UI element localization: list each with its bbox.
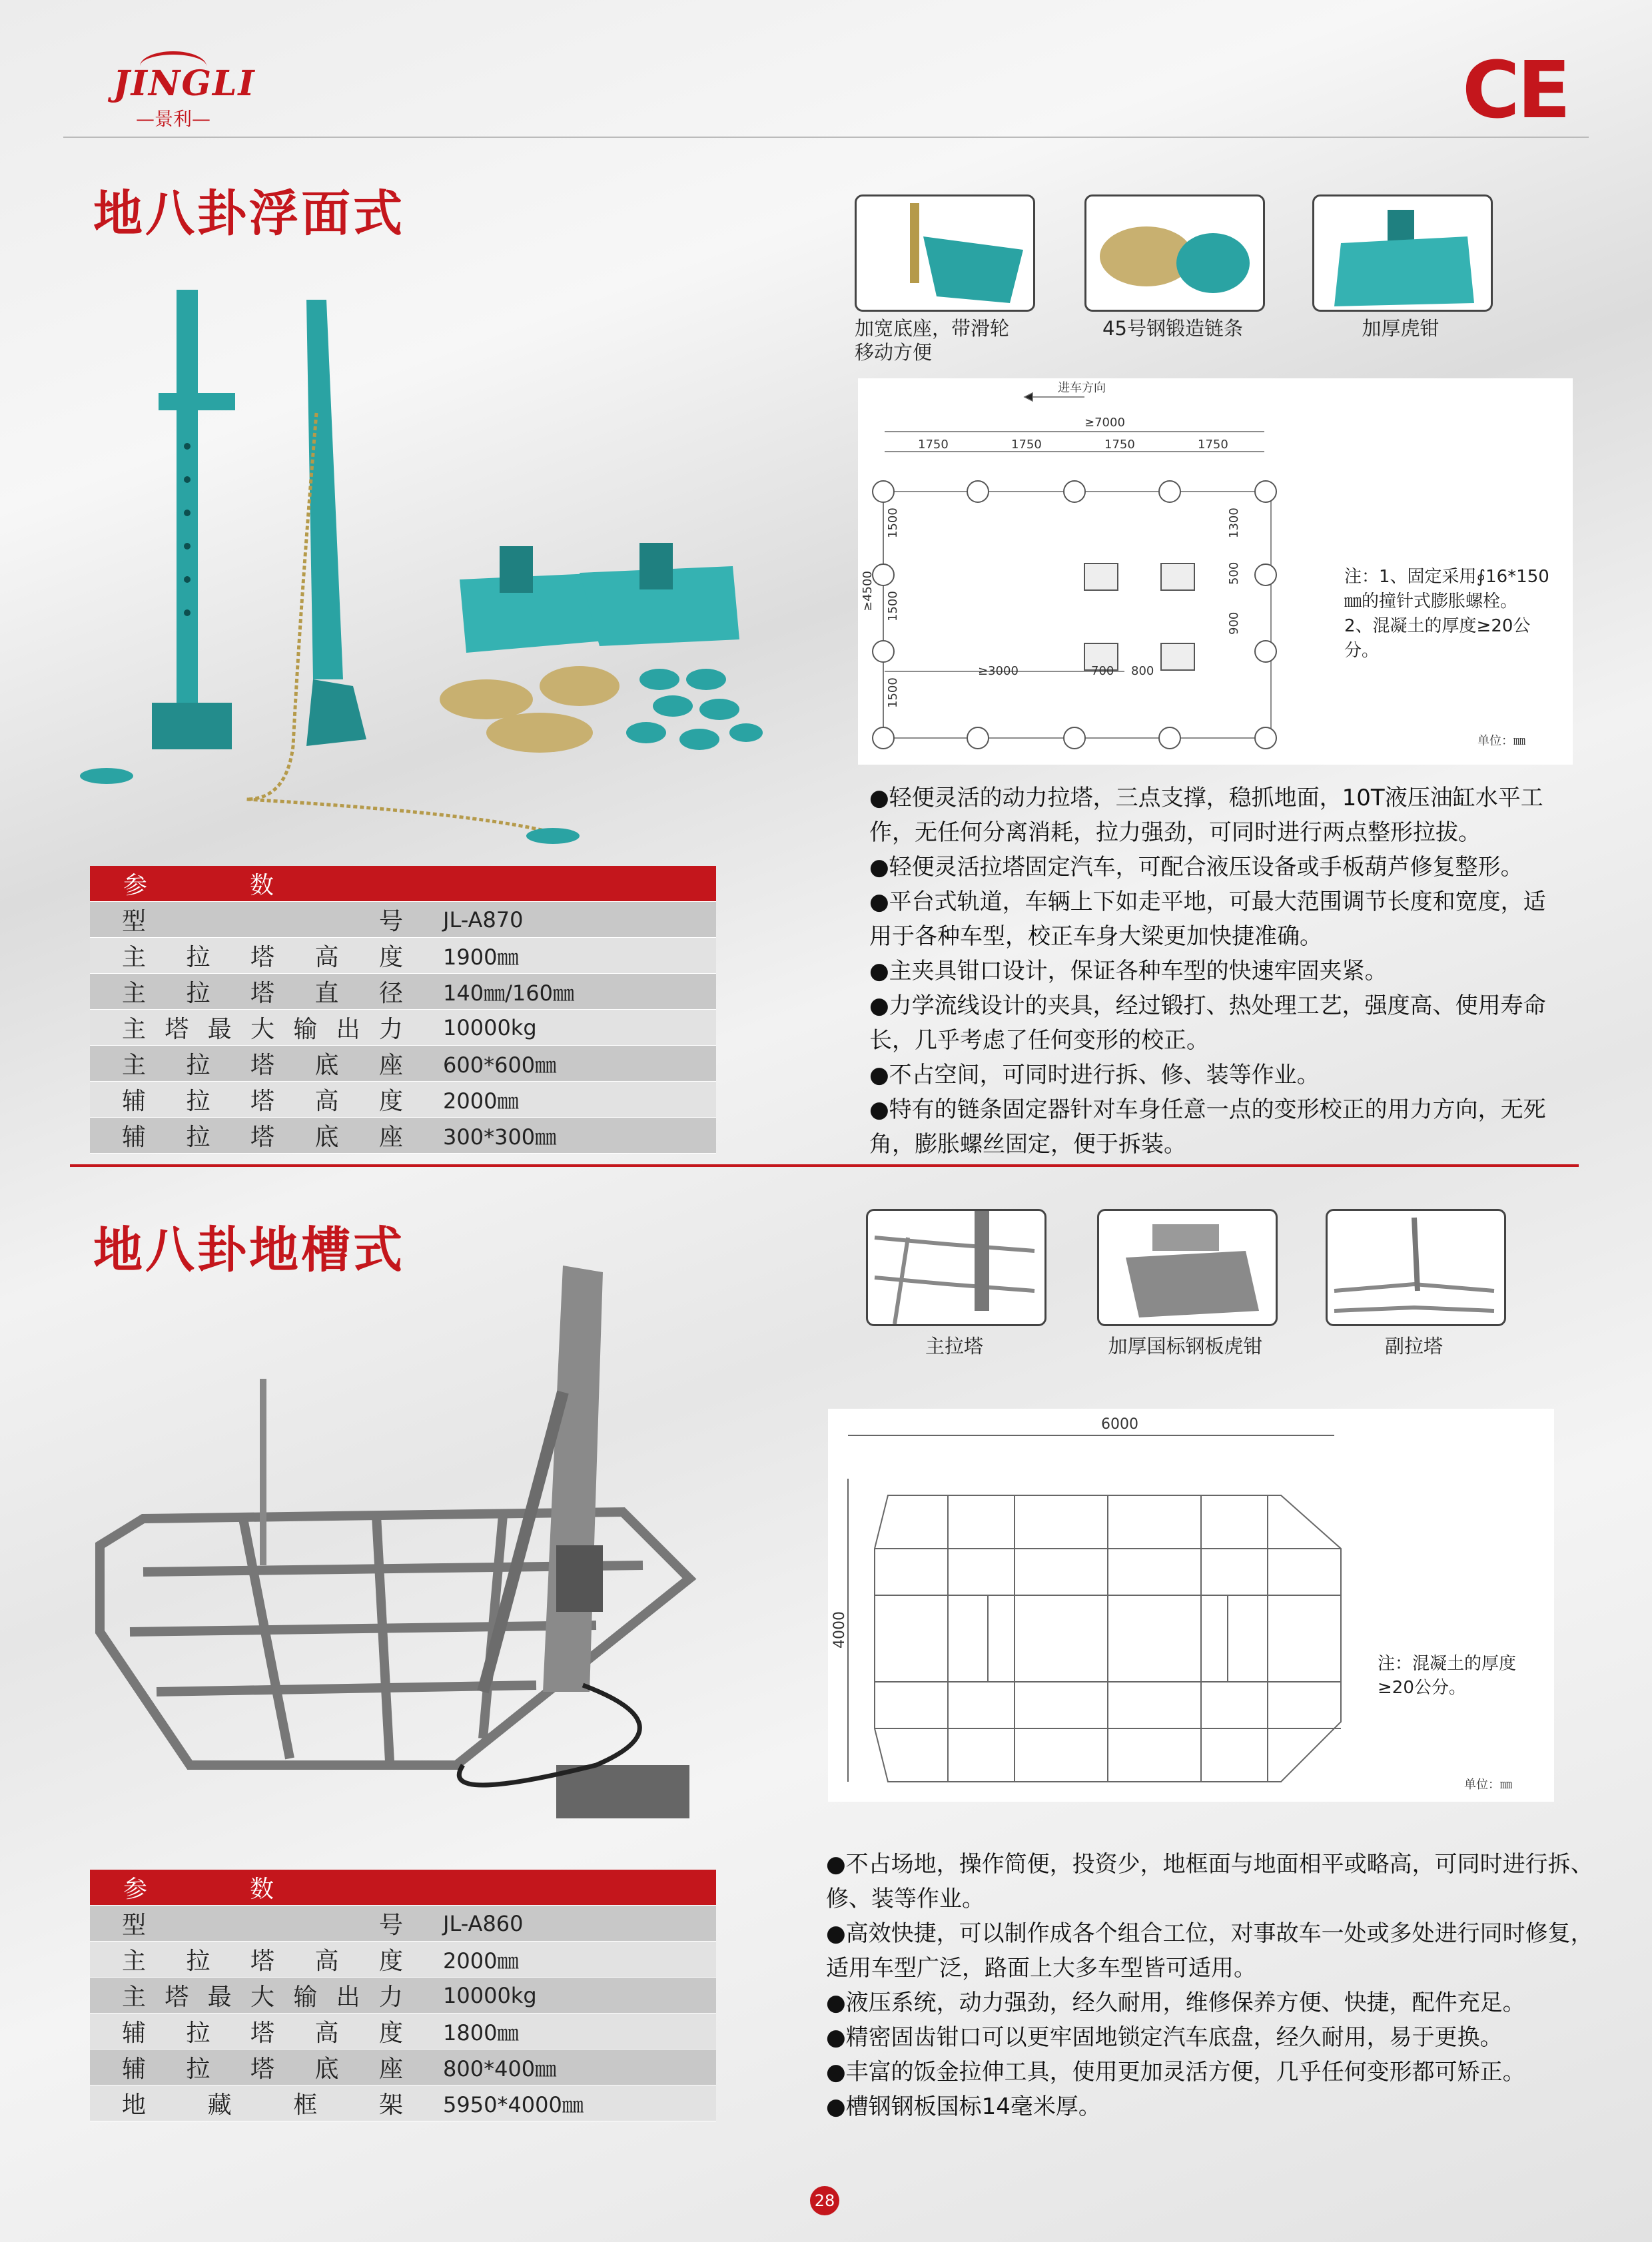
tower-right-post — [306, 300, 343, 679]
anchor-bolts — [873, 481, 1276, 749]
label-left-dim-2: 1500 — [886, 591, 900, 621]
label-bottom-dim-2: 700 — [1091, 664, 1114, 678]
layout-diagram-float — [858, 378, 1573, 765]
label-total-length: ≥7000 — [1084, 416, 1125, 430]
spec-row: 主塔最大输出力 10000kg — [90, 1010, 716, 1046]
hydraulic-cylinder — [556, 1545, 603, 1612]
feature-item: ●精密固齿钳口可以更牢固地锁定汽车底盘，经久耐用，易于更换。 — [826, 2024, 1503, 2051]
layout-diagram-trench — [828, 1409, 1554, 1802]
label-segment-1: 1750 — [918, 438, 949, 452]
tower-left-post — [177, 290, 198, 703]
tower-left-base — [152, 703, 232, 749]
logo-text-cn: —景利— — [135, 108, 210, 130]
header-divider — [63, 137, 1589, 138]
clamp-jaw-1 — [500, 546, 533, 593]
label-bottom-dim-3: 800 — [1131, 664, 1154, 678]
feature-item: ●主夹具钳口设计，保证各种车型的快速牢固夹紧。 — [869, 958, 1388, 984]
spec-header-row: 参 数 — [90, 866, 716, 902]
thumb-caption-4: 主拉塔 — [925, 1335, 983, 1357]
logo-text-en: JINGLI — [113, 63, 256, 104]
hydraulic-pump — [556, 1765, 689, 1818]
label-length: 6000 — [1101, 1416, 1138, 1433]
diagram-note: 注：1、固定采用∮16*150㎜的撞针式膨胀螺栓。 2、混凝土的厚度≥20公分。 — [1344, 567, 1549, 661]
spec-row: 主拉塔底座 600*600㎜ — [90, 1046, 716, 1082]
product-photo-trench — [90, 1259, 763, 1838]
feature-item: ●力学流线设计的夹具，经过锻打、热处理工艺，强度高、使用寿命长，几乎考虑了任何变形的校正。 — [869, 992, 1546, 1054]
thumb-wide-base — [855, 194, 1035, 312]
diagram-note: 注：混凝土的厚度≥20公分。 — [1378, 1654, 1517, 1698]
section-divider — [70, 1164, 1579, 1167]
feature-item: ●平台式轨道，车辆上下如走平地，可最大范围调节长度和宽度，适用于各种车型，校正车身大梁更加快捷准确。 — [869, 889, 1546, 950]
ce-mark: CE — [1462, 44, 1569, 136]
label-direction: 进车方向 — [1058, 381, 1106, 395]
spec-row: 主拉塔高度 2000㎜ — [90, 1942, 716, 1978]
label-right-dim-2: 500 — [1227, 561, 1241, 585]
label-segment-2: 1750 — [1011, 438, 1042, 452]
spec-table-1 — [90, 866, 716, 1154]
spec-row: 辅拉塔高度 2000㎜ — [90, 1082, 716, 1118]
thumb-aux-tower — [1326, 1209, 1506, 1326]
feature-item: ●轻便灵活的动力拉塔，三点支撑，稳抓地面，10T液压油缸水平工作，无任何分离消耗，拉力强劲，可同时进行两点整形拉拔。 — [869, 785, 1543, 846]
thumb-caption-3: 加厚虎钳 — [1362, 317, 1440, 340]
thumb-thick-clamp — [1312, 194, 1493, 312]
brand-logo — [113, 63, 256, 137]
spec-header-row: 参 数 — [90, 1870, 716, 1906]
label-unit: 单位：㎜ — [1464, 1778, 1512, 1792]
label-right-dim-1: 1300 — [1227, 508, 1241, 538]
feature-item: ●不占空间，可同时进行拆、修、装等作业。 — [869, 1062, 1320, 1088]
label-width: 4000 — [831, 1611, 848, 1649]
thumb-caption-2: 45号钢锻造链条 — [1102, 317, 1243, 340]
feature-list-2 — [826, 1847, 1605, 2124]
thumb-chain — [1084, 194, 1265, 312]
feature-item: ●槽钢钢板国标14毫米厚。 — [826, 2093, 1101, 2120]
spec-row: 主拉塔高度 1900㎜ — [90, 938, 716, 974]
thumb-caption-5: 加厚国标钢板虎钳 — [1108, 1335, 1263, 1357]
thumb-caption-6: 副拉塔 — [1384, 1335, 1443, 1357]
clamp-positions — [1084, 563, 1194, 670]
thumb-caption-1: 加宽底座，带滑轮 移动方便 — [855, 317, 1010, 364]
tower-right-base — [306, 679, 366, 746]
anchor-plate-right — [526, 828, 580, 844]
feature-item: ●液压系统，动力强劲，经久耐用，维修保养方便、快捷，配件充足。 — [826, 1990, 1525, 2016]
spec-row: 型号 JL-A860 — [90, 1906, 716, 1942]
page-number: 28 — [810, 2186, 839, 2215]
anchor-discs — [626, 669, 763, 750]
label-unit: 单位：㎜ — [1477, 734, 1525, 748]
spec-row: 辅拉塔底座 800*400㎜ — [90, 2050, 716, 2085]
label-bottom-dim-1: ≥3000 — [978, 664, 1019, 678]
spec-row: 地藏框架 5950*4000㎜ — [90, 2085, 716, 2121]
product-photo-float — [73, 280, 766, 866]
anchor-plate-left — [80, 768, 133, 784]
feature-list-1 — [869, 781, 1559, 1162]
feature-item: ●高效快捷，可以制作成各个组合工位，对事故车一处或多处进行同时修复，适用车型广泛，路面上大多车型皆可适用。 — [826, 1920, 1593, 1982]
clamp-jaw-2 — [639, 543, 673, 589]
tower-left-arm — [159, 393, 235, 410]
spec-row: 辅拉塔底座 300*300㎜ — [90, 1118, 716, 1154]
label-left-dim-3: 1500 — [886, 677, 900, 708]
label-left-dim-1: 1500 — [886, 508, 900, 538]
spec-row: 主拉塔直径 140㎜/160㎜ — [90, 974, 716, 1010]
feature-item: ●轻便灵活拉塔固定汽车，可配合液压设备或手板葫芦修复整形。 — [869, 854, 1523, 881]
label-total-width: ≥4500 — [861, 571, 875, 611]
feature-item: ●不占场地，操作简便，投资少，地框面与地面相平或略高，可同时进行拆、修、装等作业。 — [826, 1851, 1593, 1912]
section1-title: 地八卦浮面式 — [93, 185, 405, 242]
spec-row: 辅拉塔高度 1800㎜ — [90, 2014, 716, 2050]
spec-row: 主塔最大输出力 10000kg — [90, 1978, 716, 2014]
section2-title: 地八卦地槽式 — [93, 1222, 405, 1279]
spec-table-2 — [90, 1870, 716, 2121]
thumb-steel-clamp — [1097, 1209, 1278, 1326]
feature-item: ●丰富的饭金拉伸工具，使用更加灵活方便，几乎任何变形都可矫正。 — [826, 2059, 1525, 2085]
thumb-main-tower — [866, 1209, 1046, 1326]
spec-row: 型号 JL-A870 — [90, 902, 716, 938]
feature-item: ●特有的链条固定器针对车身任意一点的变形校正的用力方向，无死角，膨胀螺丝固定，便于拆装。 — [869, 1096, 1546, 1158]
label-segment-3: 1750 — [1104, 438, 1135, 452]
label-segment-4: 1750 — [1198, 438, 1228, 452]
chain-pile — [440, 666, 620, 753]
label-right-dim-3: 900 — [1227, 611, 1241, 635]
